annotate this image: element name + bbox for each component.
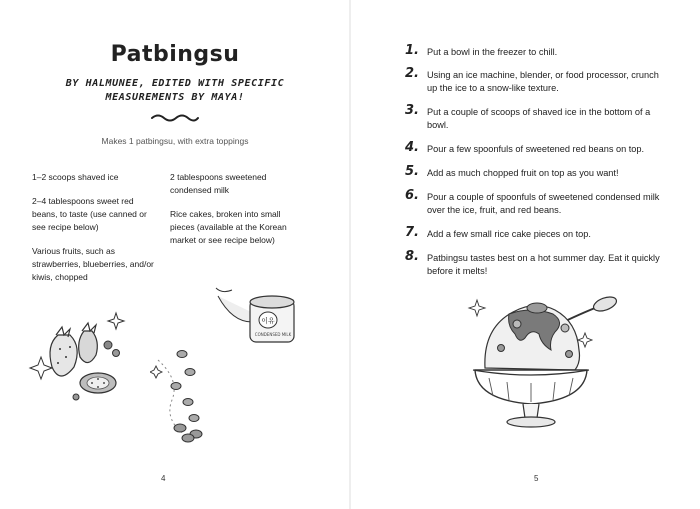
step-text: Patbingsu tastes best on a hot summer day. Eat it quickly before it melts! [427,253,660,276]
step-text: Pour a couple of spoonfuls of sweetened condensed milk over the ice, fruit, and red beans. [427,192,660,215]
recipe-byline: BY HALMUNEE, EDITED WITH SPECIFIC MEASUREMENTS BY MAYA! [65,78,285,103]
ingredient-item: 1–2 scoops shaved ice [32,172,119,182]
step-item [405,66,667,95]
step-text: Add a few small rice cake pieces on top. [427,229,591,239]
page-number-left: 4 [161,474,166,483]
step-item [405,43,667,59]
step-item [405,249,667,278]
step-item [405,225,667,241]
step-item [405,103,667,132]
step-number: 5. [405,164,419,179]
step-number: 7. [405,225,419,240]
ingredient-item: 2–4 tablespoons sweet red beans, to taste (use canned or see recipe below) [32,196,147,232]
step-number: 4. [405,140,419,155]
ingredients-column-2 [170,171,300,258]
fruit-illustration [28,305,138,405]
step-text: Using an ice machine, blender, or food processor, crunch up the ice to a snow-like texture. [427,70,659,93]
ingredients-column-1 [32,171,160,295]
step-text: Add as much chopped fruit on top as you want! [427,168,619,178]
step-text: Pour a few spoonfuls of sweetened red beans on top. [427,144,645,154]
condensed-milk-can-illustration [212,282,312,352]
recipe-title: Patbingsu [110,42,240,67]
can-sublabel: CONDENSED MILK [254,332,292,337]
ingredient-item: Rice cakes, broken into small pieces (available at the Korean market or see recipe below) [170,209,287,245]
step-text: Put a couple of scoops of shaved ice in the bottom of a bowl. [427,107,651,130]
step-number: 3. [405,103,419,118]
red-beans-illustration [150,340,220,445]
step-item [405,140,667,156]
page-number-right: 5 [534,474,539,483]
step-number: 6. [405,188,419,203]
ingredient-item: 2 tablespoons sweetened condensed milk [170,172,267,195]
ingredient-item: Various fruits, such as strawberries, blueberries, and/or kiwis, chopped [32,246,154,282]
step-number: 8. [405,249,419,264]
instructions-list [405,43,667,278]
squiggle-divider [150,112,200,124]
step-text: Put a bowl in the freezer to chill. [427,47,558,57]
step-number: 2. [405,66,419,81]
step-item [405,188,667,217]
patbingsu-bowl-illustration [455,288,635,438]
step-number: 1. [405,43,419,58]
recipe-yield: Makes 1 patbingsu, with extra toppings [101,136,249,146]
can-label: 이유 [261,317,275,325]
step-item [405,164,667,180]
